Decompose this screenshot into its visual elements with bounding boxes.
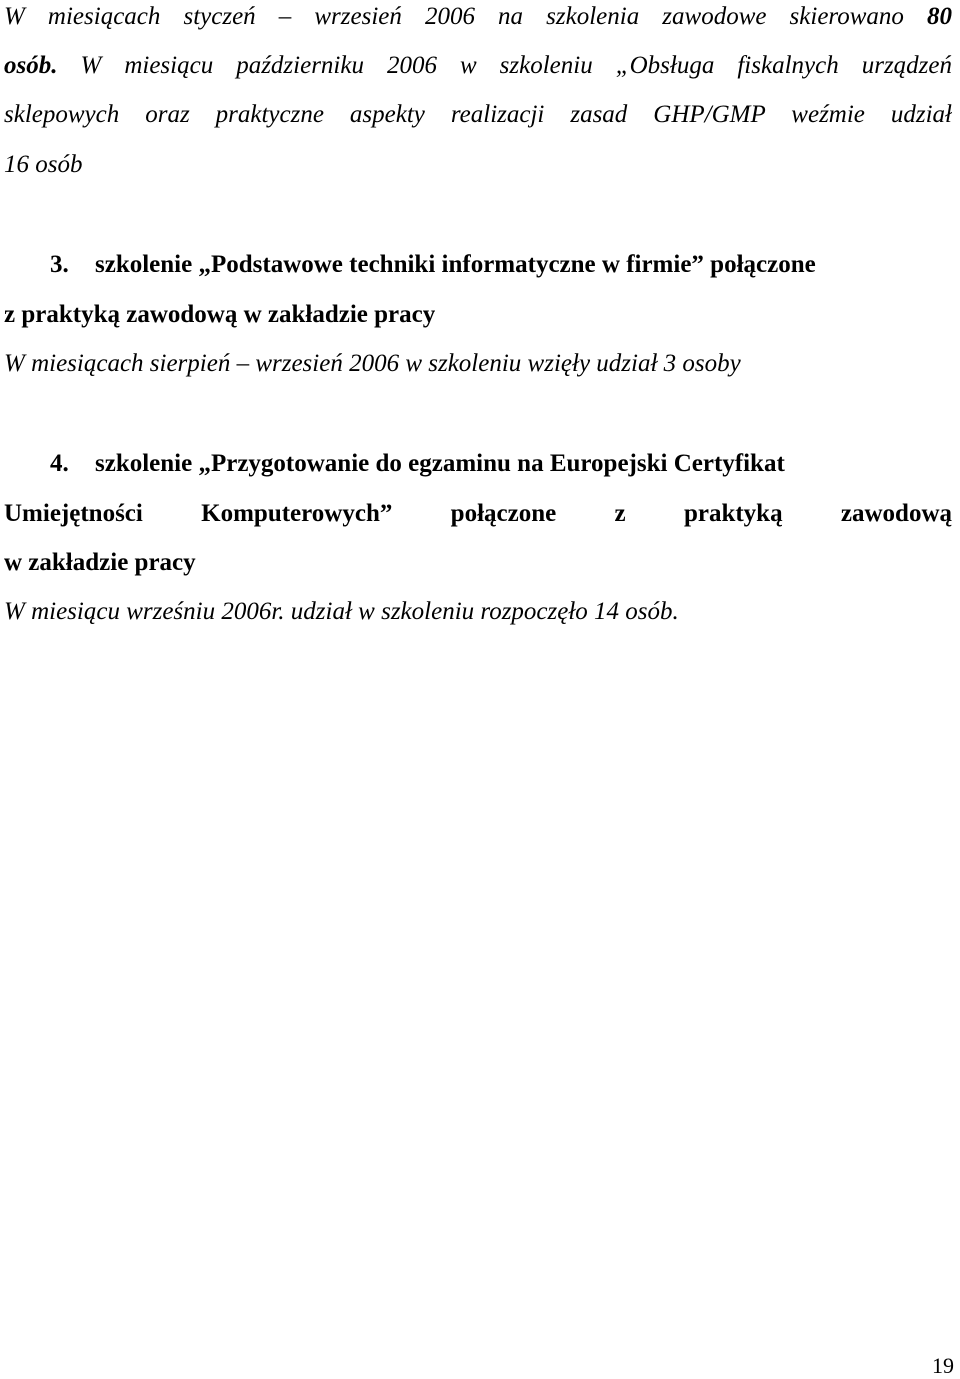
paragraph-1-line-1 <box>4 2 952 32</box>
section-3-note: W miesiącach sierpień – wrzesień 2006 w szkoleniu wzięły udział 3 osoby <box>4 350 741 377</box>
section-3-title-line-1: szkolenie „Podstawowe techniki informatyczne w firmie” połączone <box>95 251 816 278</box>
paragraph-1-line-3: sklepowych oraz praktyczne aspekty realizacji zasad GHP/GMP weźmie udział <box>4 101 952 128</box>
section-3-number: 3. <box>50 251 69 278</box>
paragraph-1-line-2 <box>4 51 952 81</box>
paragraph-1-line-1-text: W miesiącach styczeń – wrzesień 2006 na szkolenia zawodowe skierowano <box>4 3 904 30</box>
section-4-title-line-1: szkolenie „Przygotowanie do egzaminu na Europejski Certyfikat <box>95 450 785 477</box>
section-4-heading-line-1 <box>4 449 952 479</box>
section-3-heading-line-1 <box>4 250 952 280</box>
paragraph-1-count-unit: osób. <box>4 52 58 79</box>
section-4-title-line-2: Umiejętności Komputerowych” połączone z praktyką zawodową <box>4 500 952 527</box>
page-number: 19 <box>932 1353 954 1378</box>
paragraph-1-line-4: 16 osób <box>4 151 83 178</box>
section-4-title-line-3: w zakładzie pracy <box>4 549 196 576</box>
section-3-title-line-2: z praktyką zawodową w zakładzie pracy <box>4 301 436 328</box>
paragraph-1-line-2-text: W miesiącu październiku 2006 w szkoleniu „Obsługa fiskalnych urządzeń <box>80 52 952 79</box>
section-4-note: W miesiącu wrześniu 2006r. udział w szkoleniu rozpoczęło 14 osób. <box>4 598 679 625</box>
section-4-number: 4. <box>50 450 69 477</box>
paragraph-1-count: 80 <box>927 3 952 30</box>
